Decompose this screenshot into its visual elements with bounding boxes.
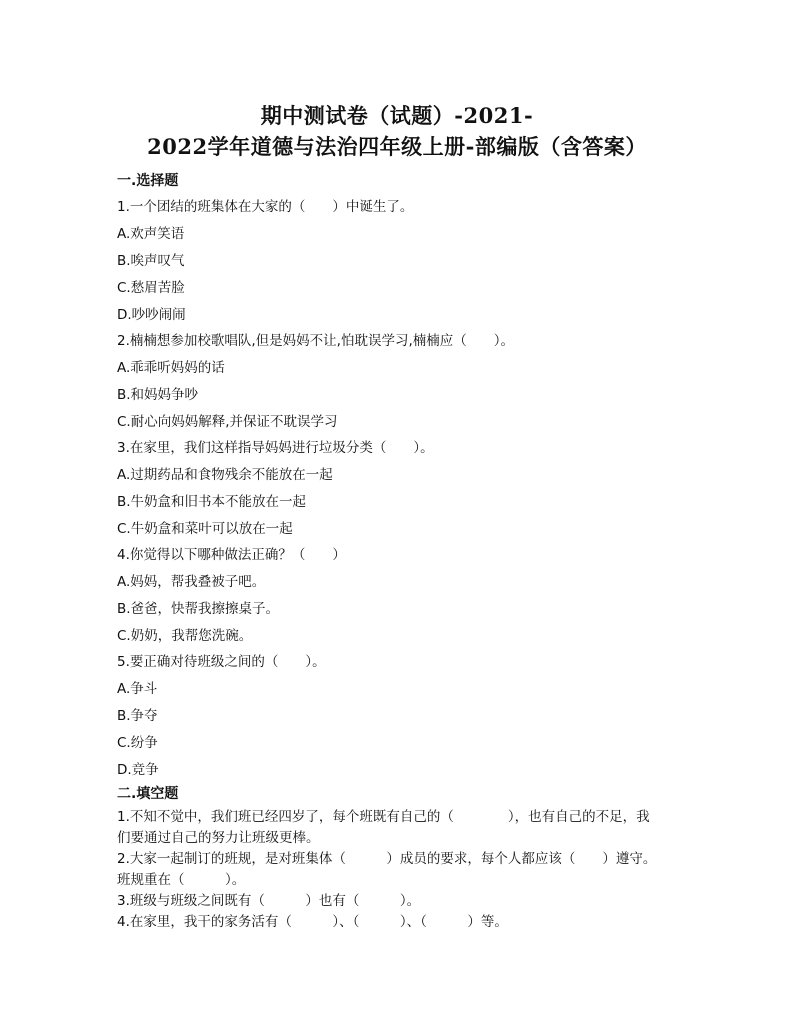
answer-option: C.耐心向妈妈解释,并保证不耽误学习	[117, 414, 338, 430]
answer-option: B.唉声叹气	[117, 253, 185, 269]
section-heading-choice: 一.选择题	[117, 173, 179, 189]
fill-blank-item: 1.不知不觉中，我们班已经四岁了，每个班既有自己的（ ），也有自己的不足，我们要通过自己的努力让班级更棒。	[117, 809, 650, 846]
fill-blank-item: 3.班级与班级之间既有（ ）也有（ ）。	[117, 893, 421, 909]
answer-option: D.竞争	[117, 762, 159, 778]
question-stem: 1.一个团结的班集体在大家的（ ）中诞生了。	[117, 199, 414, 215]
answer-option: C.奶奶，我帮您洗碗。	[117, 628, 253, 644]
answer-option: B.和妈妈争吵	[117, 387, 199, 403]
answer-option: C.纷争	[117, 735, 158, 751]
answer-option: A.妈妈，帮我叠被子吧。	[117, 574, 266, 590]
question-stem: 4.你觉得以下哪种做法正确？（ ）	[117, 547, 346, 563]
answer-option: B.爸爸，快帮我擦擦桌子。	[117, 601, 280, 617]
fill-blank-item: 2.大家一起制订的班规，是对班集体（ ）成员的要求，每个人都应该（ ）遵守。班规重在（ ）。	[117, 851, 657, 888]
document-title-line-2: 2022学年道德与法治四年级上册-部编版（含答案）	[147, 134, 647, 159]
answer-option: B.争夺	[117, 708, 158, 724]
answer-option: D.吵吵闹闹	[117, 307, 186, 323]
fill-blank-item: 4.在家里，我干的家务活有（ ）、（ ）、（ ）等。	[117, 914, 508, 930]
section-heading-fill-blank: 二.填空题	[117, 786, 179, 802]
answer-option: A.争斗	[117, 681, 158, 697]
answer-option: C.牛奶盒和菜叶可以放在一起	[117, 521, 293, 537]
answer-option: B.牛奶盒和旧书本不能放在一起	[117, 494, 307, 510]
answer-option: C.愁眉苦脸	[117, 280, 185, 296]
answer-option: A.欢声笑语	[117, 226, 185, 242]
document-title-line-1: 期中测试卷（试题）-2021-	[260, 103, 534, 128]
answer-option: A.过期药品和食物残余不能放在一起	[117, 467, 333, 483]
answer-option: A.乖乖听妈妈的话	[117, 360, 225, 376]
question-stem: 3.在家里，我们这样指导妈妈进行垃圾分类（ ）。	[117, 440, 434, 456]
question-stem: 5.要正确对待班级之间的（ ）。	[117, 654, 326, 670]
question-stem: 2.楠楠想参加校歌唱队,但是妈妈不让,怕耽误学习,楠楠应（ ）。	[117, 333, 515, 349]
